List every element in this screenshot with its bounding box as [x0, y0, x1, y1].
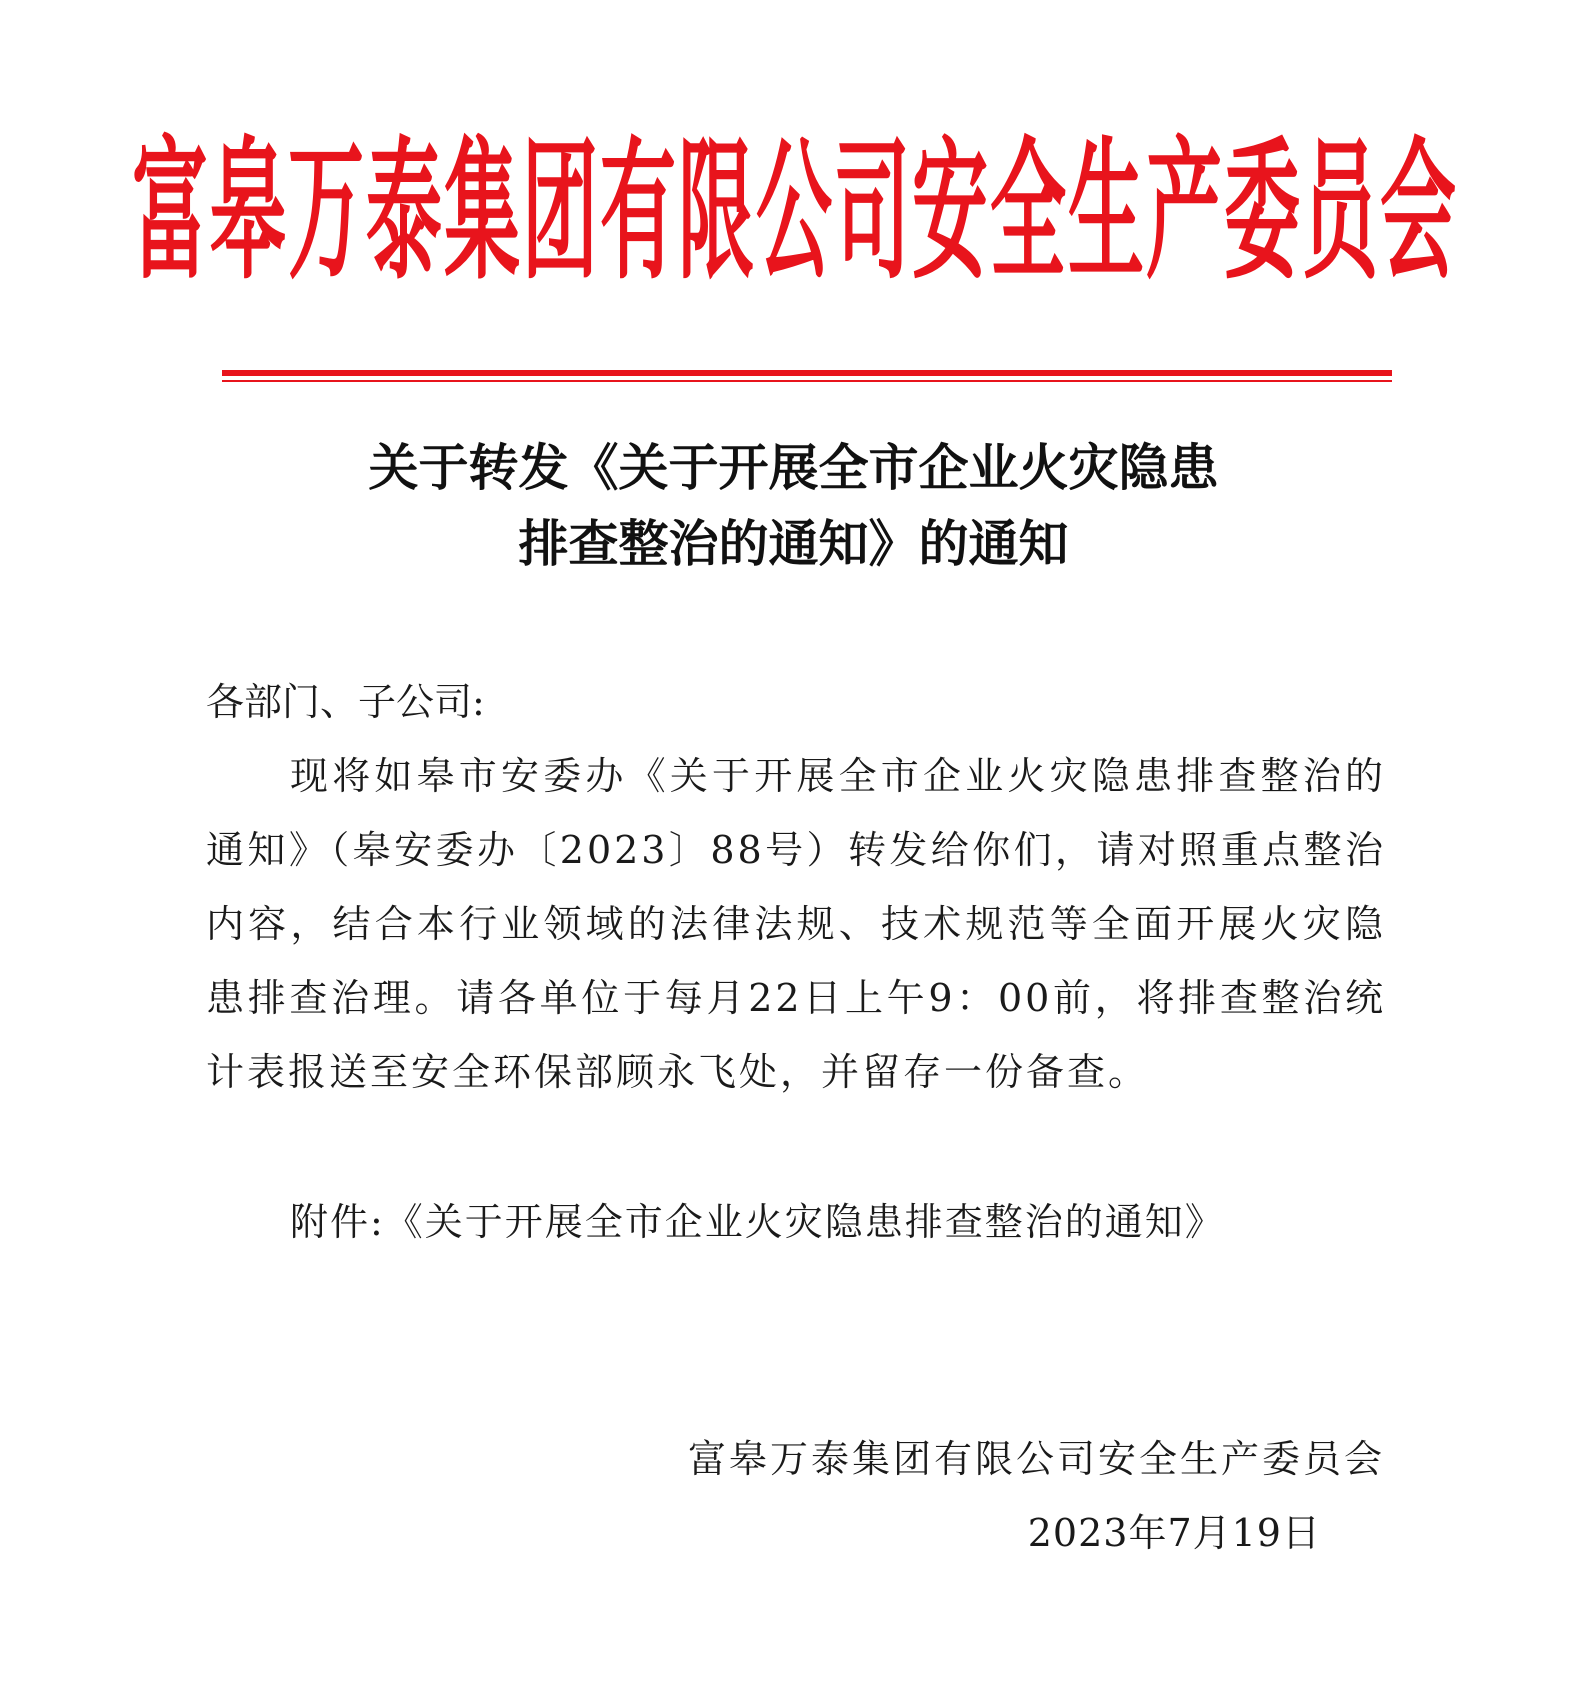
document-title: [150, 430, 1437, 582]
organization-header: [132, 122, 1458, 302]
salutation: 各部门、子公司:: [206, 680, 485, 724]
signature-block: [600, 1422, 1385, 1570]
document-title-line-1: 关于转发《关于开展全市企业火灾隐患: [368, 438, 1219, 497]
body-paragraph: 现将如皋市安委办《关于开展全市企业火灾隐患排查整治的通知》（皋安委办〔2023〕88号）转发给你们，请对照重点整治内容，结合本行业领域的法律法规、技术规范等全面开展火灾隐患排查治理。请各单位于每月22日上午9：00前，将排查整治统计表报送至安全环保部顾永飞处，并留存一份备查。: [206, 754, 1386, 1094]
organization-header-text: 富皋万泰集团有限公司安全生产委员会: [132, 122, 1458, 300]
header-rule-thick: [222, 370, 1392, 376]
signature-date: 2023年7月19日: [1027, 1511, 1321, 1555]
header-rule-thin: [222, 380, 1392, 382]
signature-organization: 富皋万泰集团有限公司安全生产委员会: [687, 1437, 1385, 1481]
document-title-line-2: 排查整治的通知》的通知: [518, 514, 1069, 573]
document-body: [206, 665, 1386, 1109]
attachment-line: 附件:《关于开展全市企业火灾隐患排查整治的通知》: [290, 1200, 1225, 1244]
